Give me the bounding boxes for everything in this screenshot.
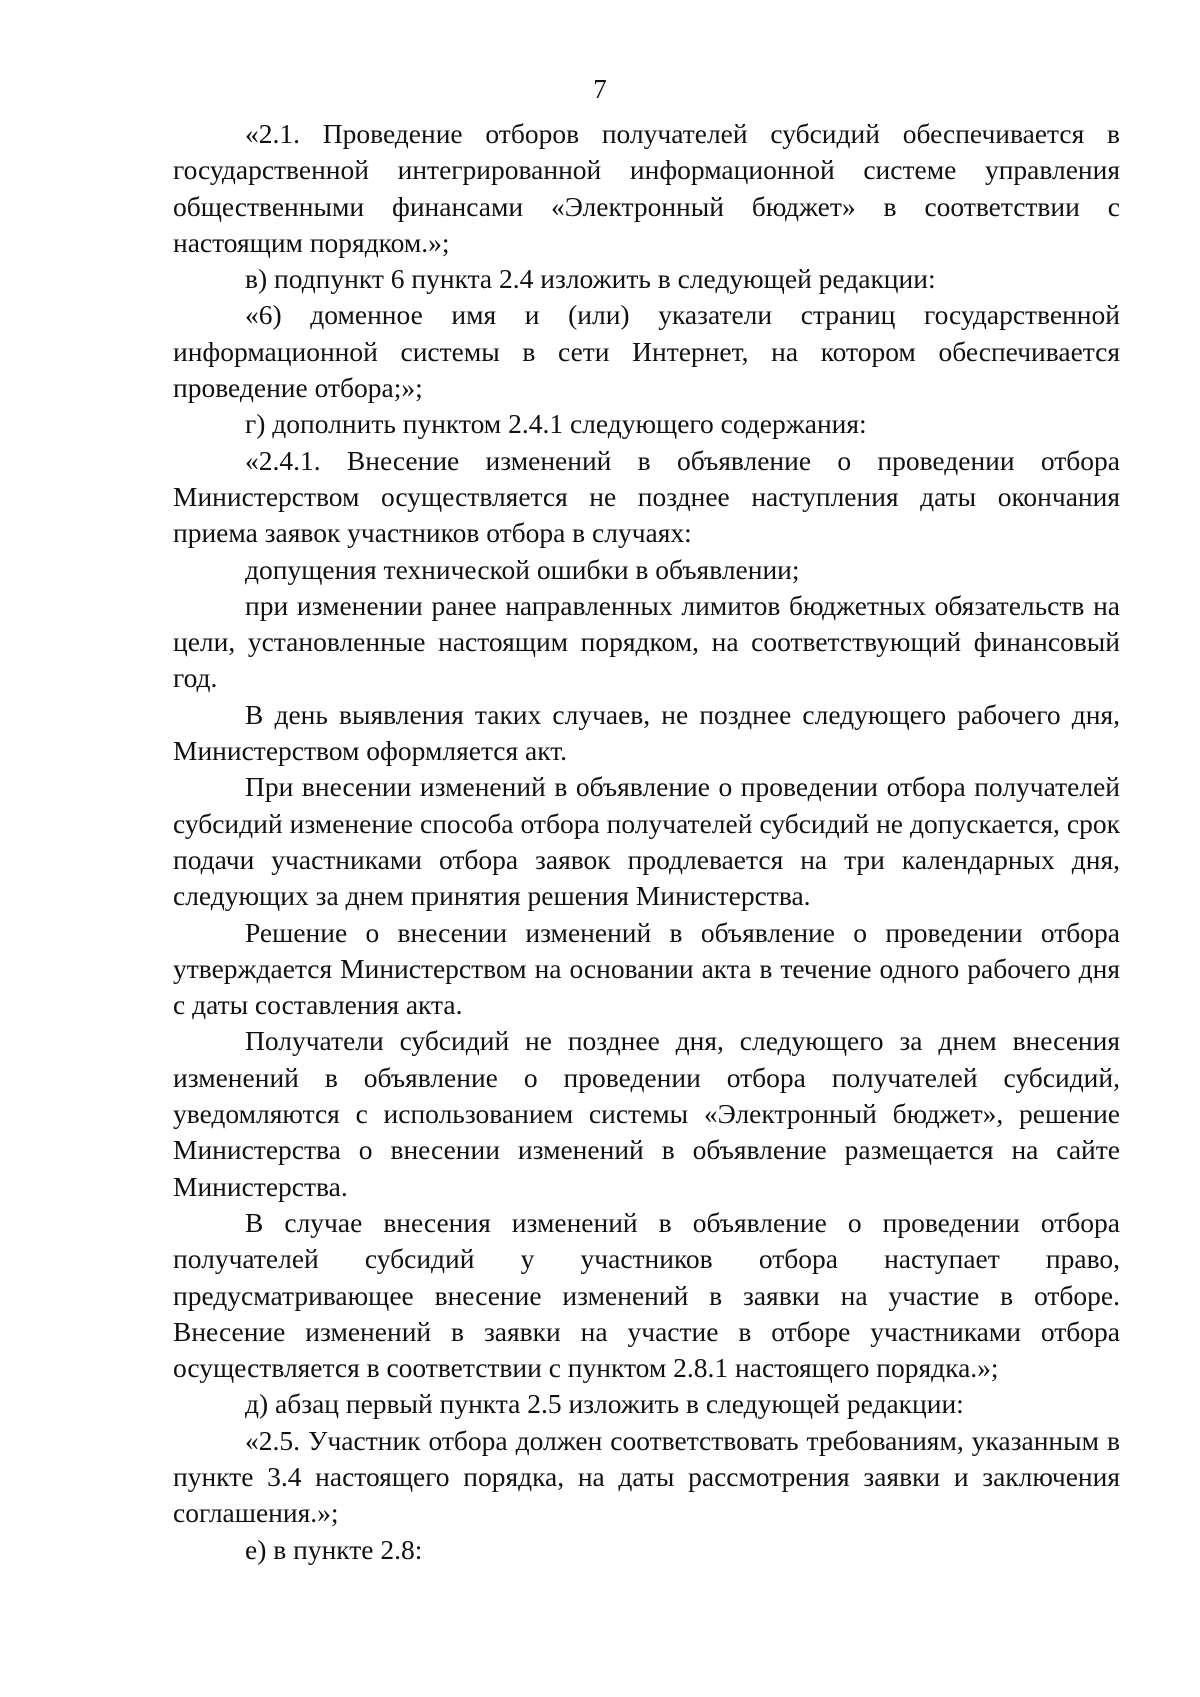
paragraph-item-d: д) абзац первый пункта 2.5 изложить в следующей редакции: — [245, 1388, 964, 1420]
paragraph-notification: Получатели субсидий не позднее дня, следующего за днем внесения изменений в объявление о проведении отбора получателей субсидий, уведомляются с использованием системы «Электронный бюджет», решение Министерства о внесении изменений в объявление размещается на сайте Министерства. — [173, 1025, 1120, 1202]
paragraph-item-e: е) в пункте 2.8: — [245, 1533, 423, 1565]
paragraph-case-technical-error: допущения технической ошибки в объявлении; — [245, 553, 800, 585]
paragraph-item-g: г) дополнить пунктом 2.4.1 следующего содержания: — [245, 408, 867, 440]
paragraph-item-v: в) подпункт 6 пункта 2.4 изложить в следующей редакции: — [245, 263, 936, 295]
paragraph-subitem-6: «6) доменное имя и (или) указатели страниц государственной информационной системы в сети Интернет, на котором обеспечивается проведение отбора;»; — [173, 299, 1120, 404]
document-body — [173, 116, 1120, 1568]
page-number: 7 — [593, 74, 607, 104]
paragraph-2-4-1: «2.4.1. Внесение изменений в объявление о проведении отбора Министерством осуществляется не позднее наступления даты окончания приема заявок участников отбора в случаях: — [173, 444, 1120, 549]
paragraph-case-limits-change: при изменении ранее направленных лимитов бюджетных обязательств на цели, установленные настоящим порядком, на соответствующий финансовый год. — [173, 589, 1120, 694]
paragraph-selection-method: При внесении изменений в объявление о проведении отбора получателей субсидий изменение способа отбора получателей субсидий не допускается, срок подачи участниками отбора заявок продлевается на три календарных дня, следующих за днем принятия решения Министерства. — [173, 771, 1120, 912]
paragraph-application-changes: В случае внесения изменений в объявление о проведении отбора получателей субсидий у участников отбора наступает право, предусматривающее внесение изменений в заявки на участие в отборе. Внесение изменений в заявки на участие в отборе участниками отбора осуществляется в соответствии с пунктом 2.8.1 настоящего порядка.»; — [173, 1206, 1120, 1384]
paragraph-2-5: «2.5. Участник отбора должен соответствовать требованиям, указанным в пункте 3.4 настоящего порядка, на даты рассмотрения заявки и заключения соглашения.»; — [173, 1424, 1120, 1529]
paragraph-2-1: «2.1. Проведение отборов получателей субсидий обеспечивается в государственной интегрированной информационной системе управления общественными финансами «Электронный бюджет» в соответствии с настоящим порядком.»; — [173, 118, 1120, 258]
paragraph-decision: Решение о внесении изменений в объявление о проведении отбора утверждается Министерством на основании акта в течение одного рабочего дня с даты составления акта. — [173, 916, 1120, 1021]
paragraph-act: В день выявления таких случаев, не позднее следующего рабочего дня, Министерством оформляется акт. — [173, 698, 1120, 767]
